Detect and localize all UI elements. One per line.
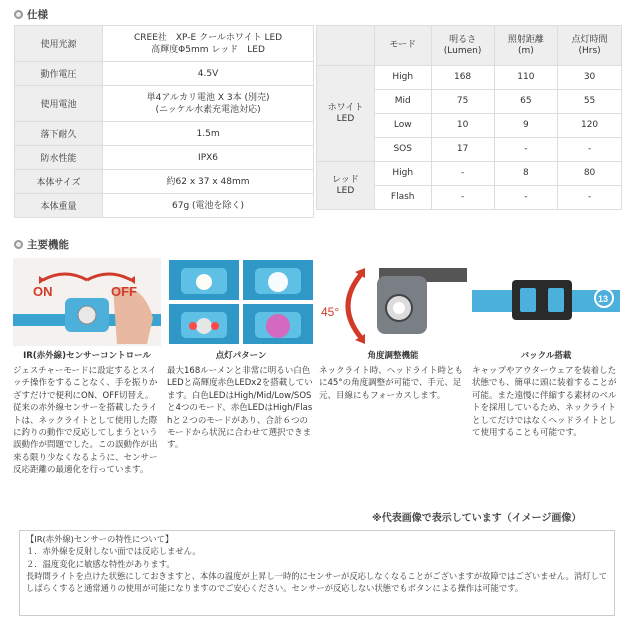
mode-name: SOS <box>374 138 431 162</box>
mode-value: 80 <box>558 162 622 186</box>
feature-caption: バックル搭載 <box>520 351 572 361</box>
feature-angle-adjust <box>319 258 467 402</box>
mode-name: High <box>374 66 431 90</box>
led-group-label: レッド LED <box>317 162 375 210</box>
spec-row <box>15 122 314 146</box>
spec-key: 動作電圧 <box>15 62 103 86</box>
spec-key: 本体重量 <box>15 194 103 218</box>
mode-row <box>317 66 622 90</box>
mode-row <box>317 162 622 186</box>
feature-description: 最大168ルーメンと非常に明るい白色LEDと高輝度赤色LEDx2を搭載しています。白色LEDはHigh/Mid/Low/SOSと4つのモード、赤色LEDはHigh/Flashと２つのモードがあり、合計６つのモードから状況に合わせて選択できます。 <box>167 366 313 451</box>
notice-title: 【IR(赤外線)センサーの特性について】 <box>26 534 174 544</box>
mode-value: 75 <box>431 90 494 114</box>
mode-value: - <box>558 186 622 210</box>
notice-line: １．赤外線を反射しない面では反応しません。 <box>26 546 201 557</box>
feature-caption: IR(赤外線)センサーコントロール <box>23 351 151 361</box>
mode-name: Flash <box>374 186 431 210</box>
strap-badge: 13 <box>598 294 609 304</box>
feature-caption: 角度調整機能 <box>367 351 419 361</box>
mode-name: High <box>374 162 431 186</box>
mode-value: - <box>431 186 494 210</box>
ir-sensor-notice <box>19 530 615 616</box>
notice-line: ２．温度変化に敏感な特性があります。 <box>26 558 175 569</box>
mode-value: 9 <box>494 114 557 138</box>
mode-value: 17 <box>431 138 494 162</box>
spec-row <box>15 62 314 86</box>
feature-description: ジェスチャーモードに設定するとスイッチ操作をすることなく、手を振りかざすだけで便利にON、OFF切替え。従来の赤外線センサーを搭載したライトは、ネックライトとして使用した際に釣りの動作で反応してしまうという誤動作が問題でした。この誤動作が出来る限り少なくなるように、センサー反応距離の最適化を行っています。 <box>13 366 158 476</box>
spec-row <box>15 26 314 62</box>
spec-value: 4.5V <box>103 62 314 86</box>
mode-value: 110 <box>494 66 557 90</box>
angle-adjust-image <box>319 258 467 346</box>
on-label: ON <box>33 284 53 299</box>
spec-value: 単4アルカリ電池 X 3本 (別売) (ニッケル水素充電池対応) <box>103 86 314 122</box>
mode-name: Low <box>374 114 431 138</box>
spec-value: CREE社 XP-E クールホワイト LED 高輝度Φ5mm レッド LED <box>103 26 314 62</box>
spec-key: 使用電池 <box>15 86 103 122</box>
mode-name: Mid <box>374 90 431 114</box>
mode-value: 30 <box>558 66 622 90</box>
spec-key: 本体サイズ <box>15 170 103 194</box>
spec-row <box>15 146 314 170</box>
spec-value: 約62 x 37 x 48mm <box>103 170 314 194</box>
mode-value: 10 <box>431 114 494 138</box>
feature-caption: 点灯パターン <box>215 351 267 361</box>
mode-header: モード <box>374 26 431 66</box>
mode-header-blank <box>317 26 375 66</box>
mode-value: 55 <box>558 90 622 114</box>
feature-description: キャップやアウターウェアを装着した状態でも、簡単に頭に装着することが可能。また遠慢に伴縮する素材のベルトを採用しているため、ネックライトとしてだけではなくヘッドライトとして使用することも可能です。 <box>472 366 617 439</box>
bullet-icon <box>14 10 23 19</box>
feature-buckle <box>472 258 620 439</box>
mode-value: - <box>431 162 494 186</box>
lumen-header: 明るさ (Lumen) <box>431 26 494 66</box>
distance-header: 照射距離 (m) <box>494 26 557 66</box>
mode-value: - <box>494 186 557 210</box>
mode-value: - <box>558 138 622 162</box>
bullet-icon <box>14 240 23 249</box>
spec-key: 防水性能 <box>15 146 103 170</box>
lighting-pattern-image <box>167 258 315 346</box>
notice-line: 長時間ライトを点けた状態にしておきますと、本体の温度が上昇し一時的にセンサーが反応しなくなることがございますが故障ではございません。消灯してしばらくすると通常通りの使用が可能になりますのでご安心ください。センサーが反応しない状態でもボタンによる操作は可能です。 <box>26 570 608 594</box>
features-heading: 主要機能 <box>14 237 69 252</box>
mode-table <box>316 25 622 210</box>
spec-row <box>15 194 314 218</box>
feature-ir-sensor <box>13 258 161 477</box>
image-note: ※代表画像で表示しています（イメージ画像） <box>372 513 582 524</box>
led-group-label: ホワイト LED <box>317 66 375 162</box>
spec-heading: 仕様 <box>14 7 48 22</box>
mode-value: 65 <box>494 90 557 114</box>
ir-sensor-image <box>13 258 161 346</box>
spec-table <box>14 25 314 218</box>
buckle-image <box>472 258 620 346</box>
feature-lighting-pattern <box>167 258 315 452</box>
spec-value: IPX6 <box>103 146 314 170</box>
mode-value: 8 <box>494 162 557 186</box>
spec-key: 使用光源 <box>15 26 103 62</box>
spec-value: 67g (電池を除く) <box>103 194 314 218</box>
runtime-header: 点灯時間 (Hrs) <box>558 26 622 66</box>
angle-label: 45° <box>321 305 340 319</box>
feature-description: ネックライト時、ヘッドライト時ともに45°の角度調整が可能で、手元、足元、目線にもフォーカスします。 <box>319 366 463 401</box>
spec-value: 1.5m <box>103 122 314 146</box>
off-label: OFF <box>111 284 137 299</box>
mode-value: 120 <box>558 114 622 138</box>
spec-row <box>15 170 314 194</box>
spec-row <box>15 86 314 122</box>
mode-value: 168 <box>431 66 494 90</box>
mode-value: - <box>494 138 557 162</box>
spec-key: 落下耐久 <box>15 122 103 146</box>
